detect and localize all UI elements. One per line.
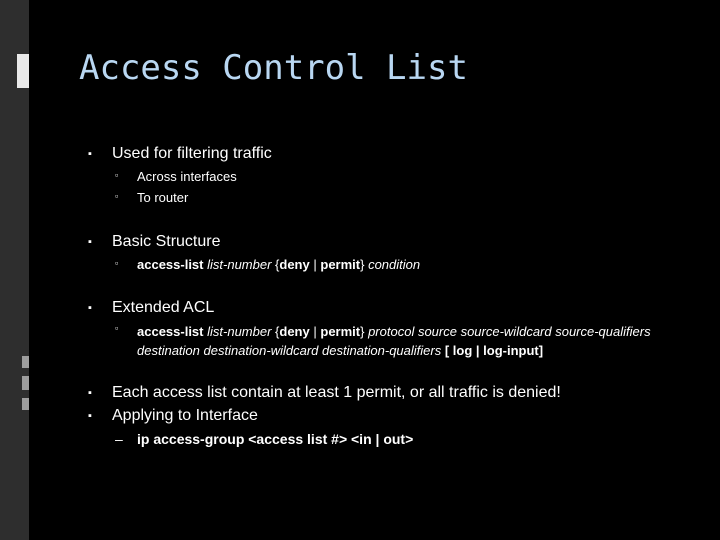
hollow-square-bullet-icon: ▫ (115, 191, 119, 201)
syntax-permit: permit (320, 257, 361, 272)
acl-basic-syntax (137, 257, 420, 272)
syntax-brace: { (275, 257, 280, 272)
bullet-text: Extended ACL (112, 299, 215, 316)
cmd-keyword: access-list (137, 257, 204, 272)
slide-title: Access Control List (79, 48, 468, 88)
syntax-separator: | (313, 324, 317, 339)
square-bullet-icon: ▪ (88, 387, 92, 399)
hollow-square-bullet-icon: ▫ (115, 170, 119, 180)
square-bullet-icon: ▪ (88, 302, 92, 314)
syntax-brace: { (275, 324, 280, 339)
bullet-text: Applying to Interface (112, 407, 258, 424)
syntax-arg: list-number (207, 324, 272, 339)
syntax-deny: deny (279, 257, 310, 272)
syntax-params: protocol source source-wildcard source-qualifiers destination destination-wildcard destination-qualifiers (137, 324, 651, 358)
square-bullet-icon: ▪ (88, 236, 92, 248)
bullet-text: Used for filtering traffic (112, 145, 272, 162)
dash-bullet-icon: – (115, 431, 123, 447)
syntax-arg: list-number (207, 257, 272, 272)
ip-access-group-command: ip access-group <access list #> <in | out> (137, 431, 414, 447)
syntax-options: [ log | log-input] (444, 343, 544, 358)
decor-tab (22, 376, 29, 390)
square-bullet-icon: ▪ (88, 410, 92, 422)
sub-bullet-text: Across interfaces (137, 169, 237, 184)
syntax-deny: deny (279, 324, 310, 339)
syntax-brace: } (360, 324, 365, 339)
acl-extended-syntax (137, 322, 667, 360)
cmd-keyword: access-list (137, 324, 204, 339)
syntax-condition: condition (368, 257, 421, 272)
syntax-separator: | (313, 257, 317, 272)
decor-tab (22, 356, 29, 368)
syntax-permit: permit (320, 324, 361, 339)
syntax-brace: } (360, 257, 365, 272)
sub-bullet-text: To router (137, 190, 189, 205)
hollow-square-bullet-icon: ▫ (115, 323, 119, 333)
bullet-text: Each access list contain at least 1 permit, or all traffic is denied! (112, 384, 561, 401)
hollow-square-bullet-icon: ▫ (115, 258, 119, 268)
title-accent-bar (17, 54, 29, 88)
square-bullet-icon: ▪ (88, 148, 92, 160)
bullet-text: Basic Structure (112, 233, 221, 250)
decor-tab (22, 398, 29, 410)
